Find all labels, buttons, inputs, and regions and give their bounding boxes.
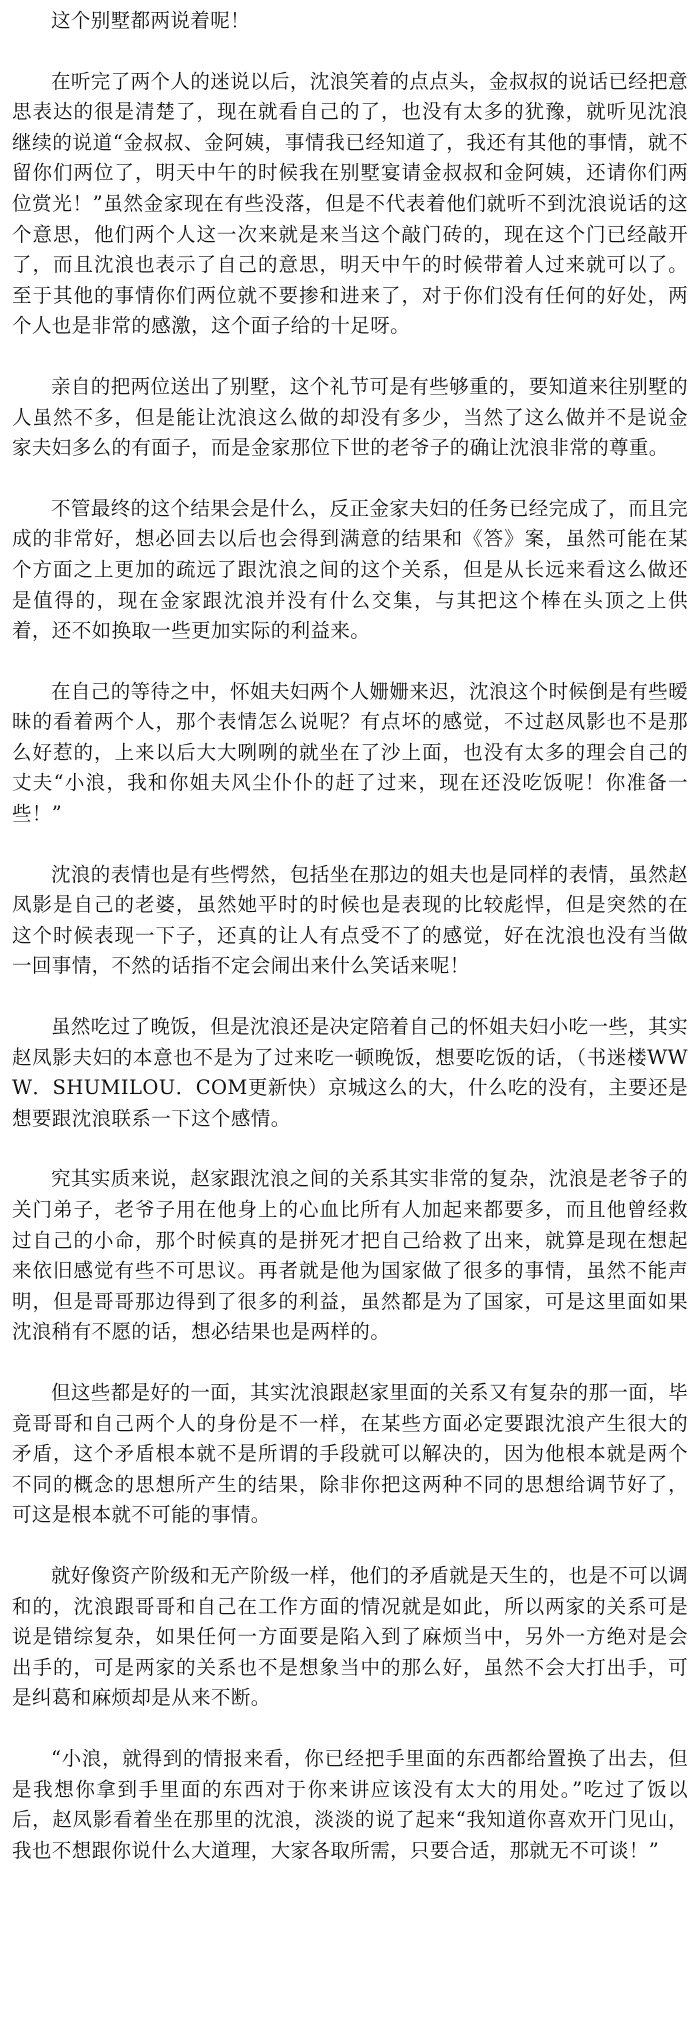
- paragraph: 究其实质来说，赵家跟沈浪之间的关系其实非常的复杂，沈浪是老爷子的关门弟子，老爷子用在他身上的心血比所有人加起来都要多，而且他曾经救过自己的小命，那个时候真的是拼死才把自己给救了出来，就算是现在想起来依旧感觉有些不可思议。再者就是他为国家做了很多的事情，虽然不能声明，但是哥哥那边得到了很多的利益，虽然都是为了国家，可是这里面如果沈浪稍有不愿的话，想必结果也是两样的。: [12, 1167, 688, 1344]
- paragraph: 这个别墅都两说着呢！: [51, 9, 251, 32]
- paragraph: 在听完了两个人的迷说以后，沈浪笑着的点点头，金叔叔的说话已经把意思表达的很是清楚了，现在就看自己的了，也没有太多的犹豫，就听见沈浪继续的说道“金叔叔、金阿姨，事情我已经知道了，我还有其他的事情，就不留你们两位了，明天中午的时候我在别墅宴请金叔叔和金阿姨，还请你们两位赏光！”虽然金家现在有些没落，但是不代表着他们就听不到沈浪说话的这个意思，他们两个人这一次来就是来当这个敲门砖的，现在这个门已经敲开了，而且沈浪也表示了自己的意思，明天中午的时候带着人过来就可以了。至于其他的事情你们两位就不要掺和进来了，对于你们没有任何的好处，两个人也是非常的感激，这个面子给的十足呀。: [12, 69, 688, 338]
- paragraph: “小浪，就得到的情报来看，你已经把手里面的东西都给置换了出去，但是我想你拿到手里面的东西对于你来讲应该没有太大的用处。”吃过了饭以后，赵凤影看着坐在那里的沈浪，淡淡的说了起来“我知道你喜欢开门见山，我也不想跟你说什么大道理，大家各取所需，只要合适，那就无不可谈！”: [12, 1746, 688, 1862]
- paragraph: 但这些都是好的一面，其实沈浪跟赵家里面的关系又有复杂的那一面，毕竟哥哥和自己两个人的身份是不一样，在某些方面必定要跟沈浪产生很大的矛盾，这个矛盾根本就不是所谓的手段就可以解决的，因为他根本就是两个不同的概念的思想所产生的结果，除非你把这两种不同的思想给调节好了，可这是根本就不可能的事情。: [12, 1380, 688, 1527]
- paragraph: 在自己的等待之中，怀姐夫妇两个人姗姗来迟，沈浪这个时候倒是有些暧昧的看着两个人，那个表情怎么说呢？有点坏的感觉，不过赵凤影也不是那么好惹的，上来以后大大咧咧的就坐在了沙上面，也没有太多的理会自己的丈夫“小浪，我和你姐夫风尘仆仆的赶了过来，现在还没吃饭呢！你准备一些！”: [12, 679, 688, 826]
- paragraph: 亲自的把两位送出了别墅，这个礼节可是有些够重的，要知道来往别墅的人虽然不多，但是能让沈浪这么做的却没有多少，当然了这么做并不是说金家夫妇多么的有面子，而是金家那位下世的老爷子的确让沈浪非常的尊重。: [12, 374, 688, 460]
- paragraph: 不管最终的这个结果会是什么，反正金家夫妇的任务已经完成了，而且完成的非常好，想必回去以后也会得到满意的结果和《答》案，虽然可能在某个方面之上更加的疏远了跟沈浪之间的这个关系，但是从长远来看这么做还是值得的，现在金家跟沈浪并没有什么交集，与其把这个棒在头顶之上供着，还不如换取一些更加实际的利益来。: [12, 496, 688, 643]
- paragraph: 就好像资产阶级和无产阶级一样，他们的矛盾就是天生的，也是不可以调和的，沈浪跟哥哥和自己在工作方面的情况就是如此，所以两家的关系可是说是错综复杂，如果任何一方面要是陷入到了麻烦当中，另外一方绝对是会出手的，可是两家的关系也不是想象当中的那么好，虽然不会大打出手，可是纠葛和麻烦却是从来不断。: [12, 1563, 688, 1710]
- paragraph: 沈浪的表情也是有些愕然，包括坐在那边的姐夫也是同样的表情，虽然赵凤影是自己的老婆，虽然她平时的时候也是表现的比较彪悍，但是突然的在这个时候表现一下子，还真的让人有点受不了的感觉，好在沈浪也没有当做一回事情，不然的话指不定会闹出来什么笑话来呢！: [12, 862, 688, 978]
- paragraph: 虽然吃过了晚饭，但是沈浪还是决定陪着自己的怀姐夫妇小吃一些，其实赵凤影夫妇的本意也不是为了过来吃一顿晚饭，想要吃饭的话，（书迷楼WWW．SHUMILOU．COM更新快）京城这么的大，什么吃的没有，主要还是想要跟沈浪联系一下这个感情。: [12, 1015, 688, 1130]
